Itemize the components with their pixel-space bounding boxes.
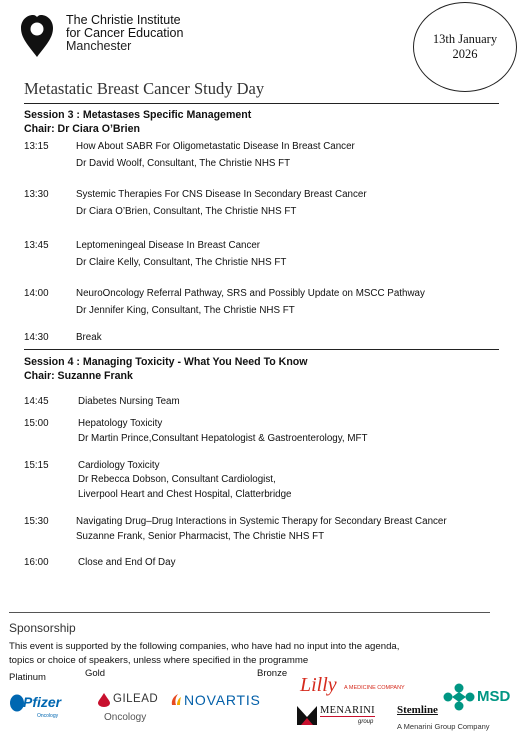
sponsorship-heading: Sponsorship — [9, 621, 76, 635]
msd-symbol-icon — [443, 683, 475, 711]
sponsorship-disclaimer — [9, 640, 489, 668]
gilead-oncology: Oncology — [104, 712, 147, 723]
menarini-group: group — [358, 719, 374, 725]
agenda-topic: NeuroOncology Referral Pathway, SRS and Possibly Update on MSCC Pathway — [76, 288, 425, 299]
agenda-speaker: Dr David Woolf, Consultant, The Christie NHS FT — [76, 158, 291, 169]
christie-heart-logo — [20, 14, 54, 58]
agenda-speaker: Dr Martin Prince,Consultant Hepatologist & Gastroenterology, MFT — [78, 433, 368, 444]
agenda-topic: Navigating Drug–Drug Interactions in Systemic Therapy for Secondary Breast Cancer — [76, 516, 447, 527]
sponsorship-divider — [9, 612, 490, 613]
novartis-wordmark: NOVARTIS — [184, 692, 261, 708]
agenda-time: 15:15 — [24, 460, 49, 471]
session4-title: Session 4 : Managing Toxicity - What You Need To Know — [24, 356, 308, 368]
agenda-time: 15:30 — [24, 516, 49, 527]
agenda-time: 14:45 — [24, 396, 49, 407]
lilly-tagline: A MEDICINE COMPANY — [344, 685, 405, 691]
agenda-time: 14:00 — [24, 288, 49, 299]
agenda-topic: Systemic Therapies For CNS Disease In Secondary Breast Cancer — [76, 189, 367, 200]
session3-title: Session 3 : Metastases Specific Management — [24, 109, 252, 121]
institute-line-1: The Christie Institute — [66, 13, 181, 27]
agenda-topic: How About SABR For Oligometastatic Disease In Breast Cancer — [76, 141, 355, 152]
agenda-time: 14:30 — [24, 332, 49, 343]
pfizer-wordmark: Pfizer — [23, 694, 62, 710]
session3-chair: Chair: Dr Ciara O’Brien — [24, 123, 140, 135]
disclaimer-line-1: This event is supported by the following companies, who have had no input into the agenda, — [9, 641, 400, 652]
menarini-m-icon — [296, 704, 318, 726]
date-badge — [413, 2, 517, 92]
agenda-speaker: Dr Rebecca Dobson, Consultant Cardiologist, — [78, 474, 276, 485]
agenda-speaker-affiliation: Liverpool Heart and Chest Hospital, Clatterbridge — [78, 489, 292, 500]
agenda-speaker: Dr Jennifer King, Consultant, The Christie NHS FT — [76, 305, 295, 316]
agenda-time: 13:15 — [24, 141, 49, 152]
gilead-wordmark: GILEAD — [113, 693, 159, 705]
agenda-speaker: Dr Claire Kelly, Consultant, The Christie NHS FT — [76, 257, 287, 268]
agenda-time: 16:00 — [24, 557, 49, 568]
title-divider — [24, 103, 499, 104]
tier-gold-label: Gold — [85, 668, 106, 679]
agenda-time: 13:30 — [24, 189, 49, 200]
agenda-topic: Break — [76, 332, 102, 343]
date-line-1: 13th January — [432, 32, 498, 46]
page-title: Metastatic Breast Cancer Study Day — [24, 79, 265, 98]
agenda-topic: Leptomeningeal Disease In Breast Cancer — [76, 240, 261, 251]
agenda-topic: Hepatology Toxicity — [78, 418, 163, 429]
agenda-topic: Close and End Of Day — [78, 557, 176, 568]
stemline-subtitle: A Menarini Group Company — [397, 722, 490, 731]
agenda-topic: Diabetes Nursing Team — [78, 396, 180, 407]
tier-platinum-label: Platinum — [9, 672, 46, 683]
date-line-2: 2026 — [452, 47, 478, 61]
agenda-time: 15:00 — [24, 418, 49, 429]
agenda-time: 13:45 — [24, 240, 49, 251]
institute-line-2: for Cancer Education — [66, 26, 184, 40]
gilead-drop-icon — [98, 693, 110, 707]
msd-wordmark: MSD — [477, 688, 511, 705]
tier-bronze-label: Bronze — [257, 668, 288, 679]
stemline-wordmark: Stemline — [397, 704, 438, 716]
menarini-wordmark: MENARINI — [320, 705, 375, 716]
lilly-wordmark: Lilly — [300, 674, 337, 696]
novartis-flame-icon — [170, 693, 182, 707]
institute-line-3: Manchester — [66, 39, 132, 53]
agenda-speaker: Suzanne Frank, Senior Pharmacist, The Christie NHS FT — [76, 531, 325, 542]
session4-chair: Chair: Suzanne Frank — [24, 370, 133, 382]
institute-name — [66, 14, 183, 53]
agenda-topic: Cardiology Toxicity — [78, 460, 160, 471]
pfizer-oncology: Oncology — [37, 713, 59, 719]
session-divider — [24, 349, 499, 350]
disclaimer-line-2: topics or choice of speakers, unless where specified in the programme — [9, 655, 309, 666]
agenda-speaker: Dr Ciara O’Brien, Consultant, The Christie NHS FT — [76, 206, 297, 217]
